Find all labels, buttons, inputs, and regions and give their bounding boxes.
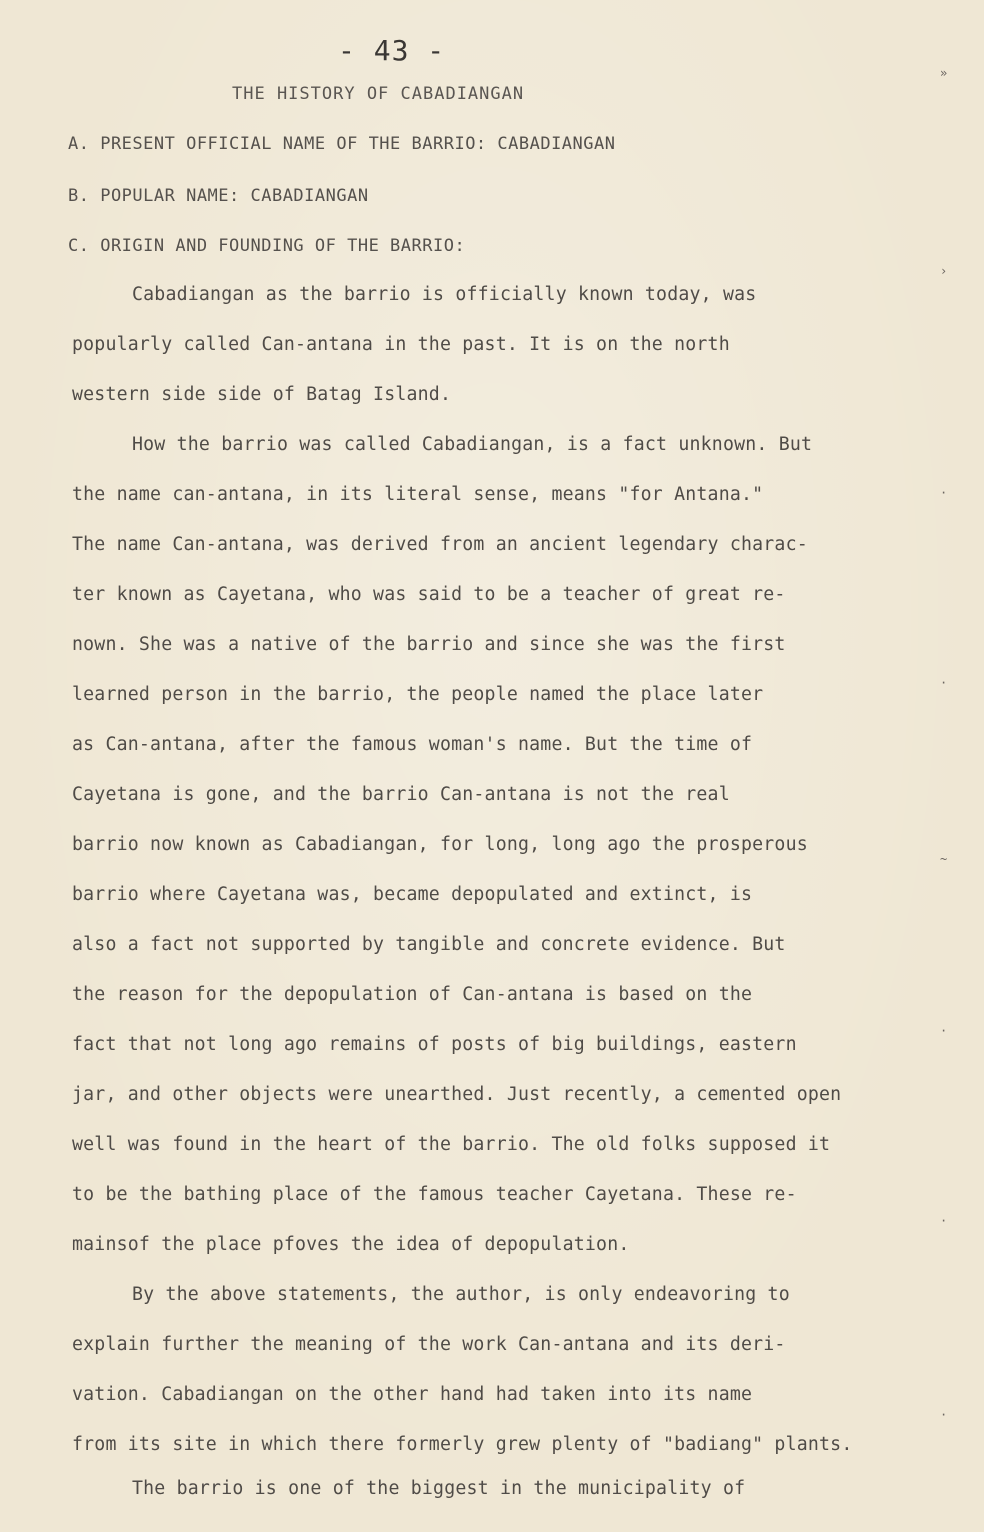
text-line: as Can-antana, after the famous woman's name. But the time of: [72, 734, 753, 755]
document-title: THE HISTORY OF CABADIANGAN: [232, 84, 525, 104]
text-line: The name Can-antana, was derived from an ancient legendary charac-: [72, 534, 808, 555]
text-line: Cabadiangan as the barrio is officially known today, was: [132, 284, 757, 305]
text-line: How the barrio was called Cabadiangan, is a fact unknown. But: [132, 434, 813, 455]
text-line: popularly called Can-antana in the past. It is on the north: [72, 334, 730, 355]
heading-popular-name: B. POPULAR NAME: CABADIANGAN: [68, 186, 369, 206]
text-line: explain further the meaning of the work Can-antana and its deri-: [72, 1334, 786, 1355]
text-line: well was found in the heart of the barrio. The old folks supposed it: [72, 1134, 831, 1155]
text-line: By the above statements, the author, is only endeavoring to: [132, 1284, 790, 1305]
margin-mark: ·: [940, 676, 948, 690]
margin-mark: ·: [940, 1214, 948, 1228]
text-line: Cayetana is gone, and the barrio Can-antana is not the real: [72, 784, 730, 805]
text-line: also a fact not supported by tangible and concrete evidence. But: [72, 934, 786, 955]
text-line: ter known as Cayetana, who was said to be a teacher of great re-: [72, 584, 786, 605]
text-line: to be the bathing place of the famous teacher Cayetana. These re-: [72, 1184, 797, 1205]
text-line: nown. She was a native of the barrio and since she was the first: [72, 634, 786, 655]
text-line: learned person in the barrio, the people named the place later: [72, 684, 764, 705]
text-line: the name can-antana, in its literal sense, means "for Antana.": [72, 484, 764, 505]
page-number: - 43 -: [338, 34, 446, 67]
heading-official-name: A. PRESENT OFFICIAL NAME OF THE BARRIO: CABADIANGAN: [68, 134, 616, 154]
text-line: vation. Cabadiangan on the other hand had taken into its name: [72, 1384, 753, 1405]
heading-origin-founding: C. ORIGIN AND FOUNDING OF THE BARRIO:: [68, 236, 466, 256]
margin-mark: ·: [940, 1408, 948, 1422]
margin-mark: »: [940, 66, 948, 80]
text-line: The barrio is one of the biggest in the municipality of: [132, 1478, 746, 1499]
text-line: western side side of Batag Island.: [72, 384, 452, 405]
text-line: mainsof the place pfoves the idea of depopulation.: [72, 1234, 630, 1255]
margin-mark: ·: [940, 486, 948, 500]
margin-mark: ·: [940, 1024, 948, 1038]
text-line: the reason for the depopulation of Can-antana is based on the: [72, 984, 753, 1005]
text-line: fact that not long ago remains of posts of big buildings, eastern: [72, 1034, 797, 1055]
text-line: barrio where Cayetana was, became depopulated and extinct, is: [72, 884, 753, 905]
text-line: jar, and other objects were unearthed. Just recently, a cemented open: [72, 1084, 842, 1105]
margin-mark: ~: [940, 852, 948, 866]
text-line: from its site in which there formerly grew plenty of "badiang" plants.: [72, 1434, 853, 1455]
text-line: barrio now known as Cabadiangan, for long, long ago the prosperous: [72, 834, 808, 855]
margin-mark: ›: [940, 264, 948, 278]
